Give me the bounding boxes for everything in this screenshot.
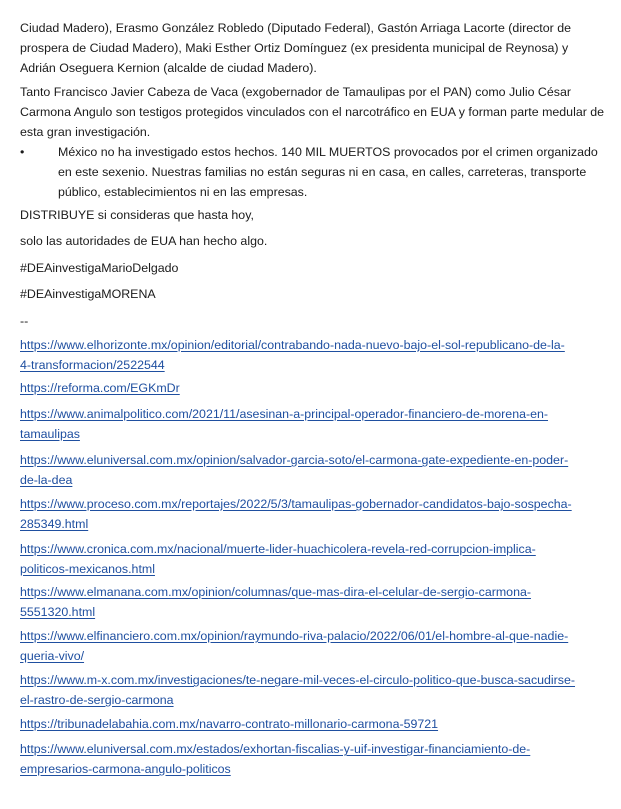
link-elmanana[interactable]: [20, 582, 610, 622]
link-line[interactable]: 5551320.html: [20, 605, 96, 619]
link-line[interactable]: https://www.animalpolitico.com/2021/11/asesinan-a-principal-operador-financiero-de-morena-en-: [20, 407, 549, 421]
link-line[interactable]: https://tribunadelabahia.com.mx/navarro-contrato-millonario-carmona-59721: [20, 717, 439, 731]
paragraph-distribute: DISTRIBUYE si consideras que hasta hoy,: [20, 208, 254, 222]
link-line[interactable]: https://www.elhorizonte.mx/opinion/editorial/contrabando-nada-nuevo-bajo-el-sol-republicano-de-la-: [20, 338, 565, 352]
link-line[interactable]: https://www.cronica.com.mx/nacional/muerte-lider-huachicolera-revela-red-corrupcion-implica-: [20, 542, 536, 556]
link-line[interactable]: https://www.m-x.com.mx/investigaciones/te-negare-mil-veces-el-circulo-politico-que-busca-sacudirse-: [20, 673, 576, 687]
bullet-mark: •: [20, 145, 25, 159]
paragraph-officials: Ciudad Madero), Erasmo González Robledo (Diputado Federal), Gastón Arriaga Lacorte (director de prospera de Ciudad Madero), Maki Esther Ortiz Domínguez (ex presidenta municipal de Reynosa) y Adrián Oseguera Kernion (alcalde de ciudad Madero).: [20, 21, 571, 75]
link-line[interactable]: https://www.eluniversal.com.mx/estados/exhortan-fiscalias-y-uif-investigar-financiamiento-de-: [20, 742, 531, 756]
link-line[interactable]: 285349.html: [20, 517, 89, 531]
hashtag-morena: #DEAinvestigaMORENA: [20, 287, 156, 301]
bullet-paragraph: [20, 142, 605, 202]
link-reforma[interactable]: [20, 378, 610, 398]
link-eluniversal-estados[interactable]: [20, 739, 610, 779]
link-line[interactable]: 4-transformacion/2522544: [20, 358, 165, 372]
hashtag-mario-delgado: #DEAinvestigaMarioDelgado: [20, 261, 179, 275]
link-line[interactable]: https://reforma.com/EGKmDr: [20, 381, 180, 395]
link-eluniversal-carmona-gate[interactable]: [20, 450, 610, 490]
link-line[interactable]: https://www.elfinanciero.com.mx/opinion/raymundo-riva-palacio/2022/06/01/el-hombre-al-que-nadie-: [20, 629, 569, 643]
link-m-x[interactable]: [20, 670, 610, 710]
link-line[interactable]: el-rastro-de-sergio-carmona: [20, 693, 174, 707]
link-line[interactable]: politicos-mexicanos.html: [20, 562, 155, 576]
link-animalpolitico[interactable]: [20, 404, 610, 444]
separator-dashes: --: [20, 314, 29, 328]
link-line[interactable]: https://www.proceso.com.mx/reportajes/2022/5/3/tamaulipas-gobernador-candidatos-bajo-sospecha-: [20, 497, 572, 511]
link-line[interactable]: https://www.eluniversal.com.mx/opinion/salvador-garcia-soto/el-carmona-gate-expediente-en-poder-: [20, 453, 569, 467]
link-line[interactable]: de-la-dea: [20, 473, 73, 487]
link-line[interactable]: tamaulipas: [20, 427, 80, 441]
bullet-text: México no ha investigado estos hechos. 140 MIL MUERTOS provocados por el crimen organizado en este sexenio. Nuestras familias no están seguras ni en casa, en calles, carreteras, transporte público, establecimientos ni en las empresas.: [58, 145, 598, 199]
link-elhorizonte[interactable]: [20, 335, 610, 375]
link-line[interactable]: queria-vivo/: [20, 649, 85, 663]
link-cronica[interactable]: [20, 539, 610, 579]
link-elfinanciero[interactable]: [20, 626, 610, 666]
link-line[interactable]: empresarios-carmona-angulo-politicos: [20, 762, 231, 776]
link-proceso[interactable]: [20, 494, 610, 534]
link-line[interactable]: https://www.elmanana.com.mx/opinion/columnas/que-mas-dira-el-celular-de-sergio-carmona-: [20, 585, 531, 599]
paragraph-authorities: solo las autoridades de EUA han hecho algo.: [20, 234, 268, 248]
link-tribunadelabahia[interactable]: [20, 714, 610, 734]
paragraph-protected-witnesses: Tanto Francisco Javier Cabeza de Vaca (exgobernador de Tamaulipas por el PAN) como Julio César Carmona Angulo son testigos protegidos vinculados con el narcotráfico en EUA y forman parte medular de esta gran investigación.: [20, 85, 605, 139]
